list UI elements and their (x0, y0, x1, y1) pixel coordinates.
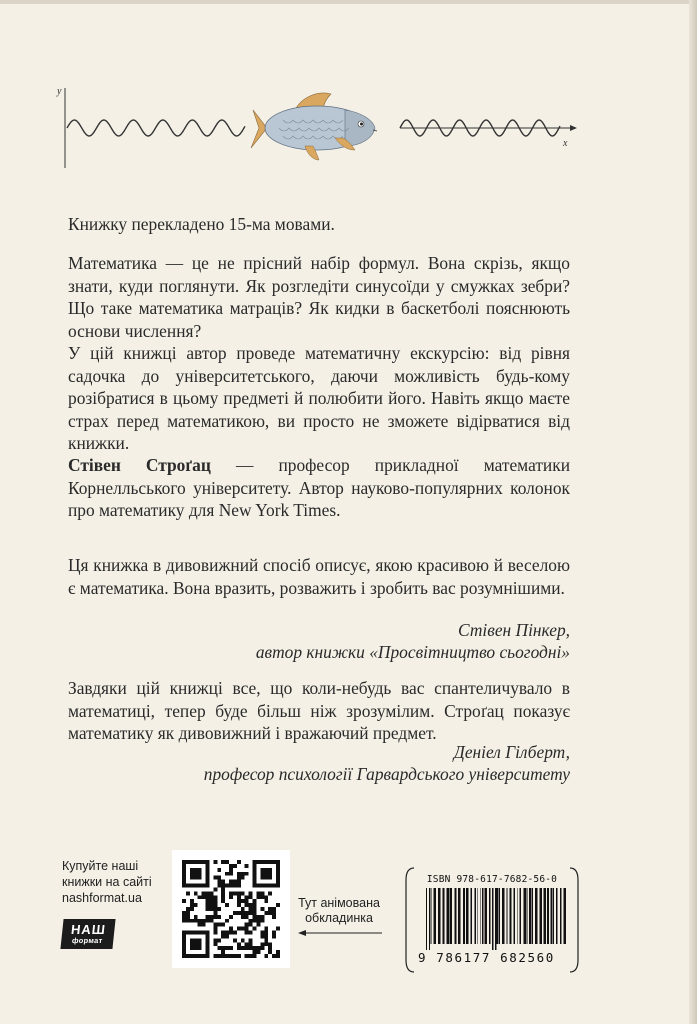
quote-gilbert-role: професор психології Гарвардського університету (203, 764, 570, 784)
y-axis-label: y (57, 86, 62, 97)
spine-shadow (689, 0, 697, 1024)
isbn-label: ISBN 978-617-7682-56-0 (426, 874, 558, 885)
x-axis-label: x (563, 138, 568, 149)
barcode-bars (426, 888, 566, 950)
quote-pinker-role: автор книжки «Просвітництво сьогодні» (255, 642, 570, 662)
qr-code[interactable] (172, 850, 290, 968)
logo-line-1: НАШ (70, 922, 107, 937)
translations-note: Книжку перекладено 15-ма мовами. (68, 214, 335, 234)
quote-pinker-text: Ця книжка в дивовижний спосіб описує, якою красивою й веселою є математика. Вона вразить, розважить і зробить вас розумнішими. (68, 555, 570, 598)
book-description-paragraph: Математика — це не прісний набір формул. Вона скрізь, якщо знати, куди поглянути. Як розгледіти синусоїди у смужках зебри? Що таке математика матраців? Як кидки в баскетболі пояснюють основи числення? (68, 253, 570, 341)
book-description (68, 252, 570, 455)
fish-icon (251, 93, 377, 160)
author-name: Стівен Строґац (68, 455, 211, 475)
quote-pinker-name: Стівен Пінкер, (458, 620, 570, 640)
arrow-left-icon (298, 928, 382, 938)
x-axis-arrow-icon (570, 125, 577, 131)
logo-line-2: формат (71, 936, 104, 945)
quote-gilbert-text: Завдяки цій книжці все, що коли-небудь вас спантеличувало в математиці, тепер буде більш ніж зрозумілим. Строґац показує математику як дивовижний і вражаючий предмет. (68, 678, 570, 743)
animated-cover-note: Тут анімована обкладинка (298, 896, 380, 925)
buy-on-site-text: Купуйте наші книжки на сайті nashformat.ua (62, 859, 152, 905)
ean-digits: 9 786177 682560 (418, 950, 555, 965)
isbn-barcode (404, 866, 580, 974)
book-description-paragraph: У цій книжці автор проведе математичну екскурсію: від рівня садочка до університетського, даючи можливість будь-кому розібратися в цьому предметі й полюбити його. Навіть якщо маєте страх перед математикою, ви просто не зможете відірватися від книжки. (68, 343, 570, 453)
author-bio (68, 454, 570, 522)
nash-format-logo (60, 919, 115, 949)
left-sine-wave (67, 120, 245, 136)
qr-code-icon (182, 860, 280, 958)
author-description: — професор прикладної математики Корнелльського університету. Автор науково-популярних колонок про математику для New York Times. (68, 455, 570, 520)
sine-fish-illustration (55, 80, 585, 180)
quote-gilbert-name: Деніел Гілберт, (453, 742, 570, 762)
top-edge-shade (0, 0, 697, 4)
